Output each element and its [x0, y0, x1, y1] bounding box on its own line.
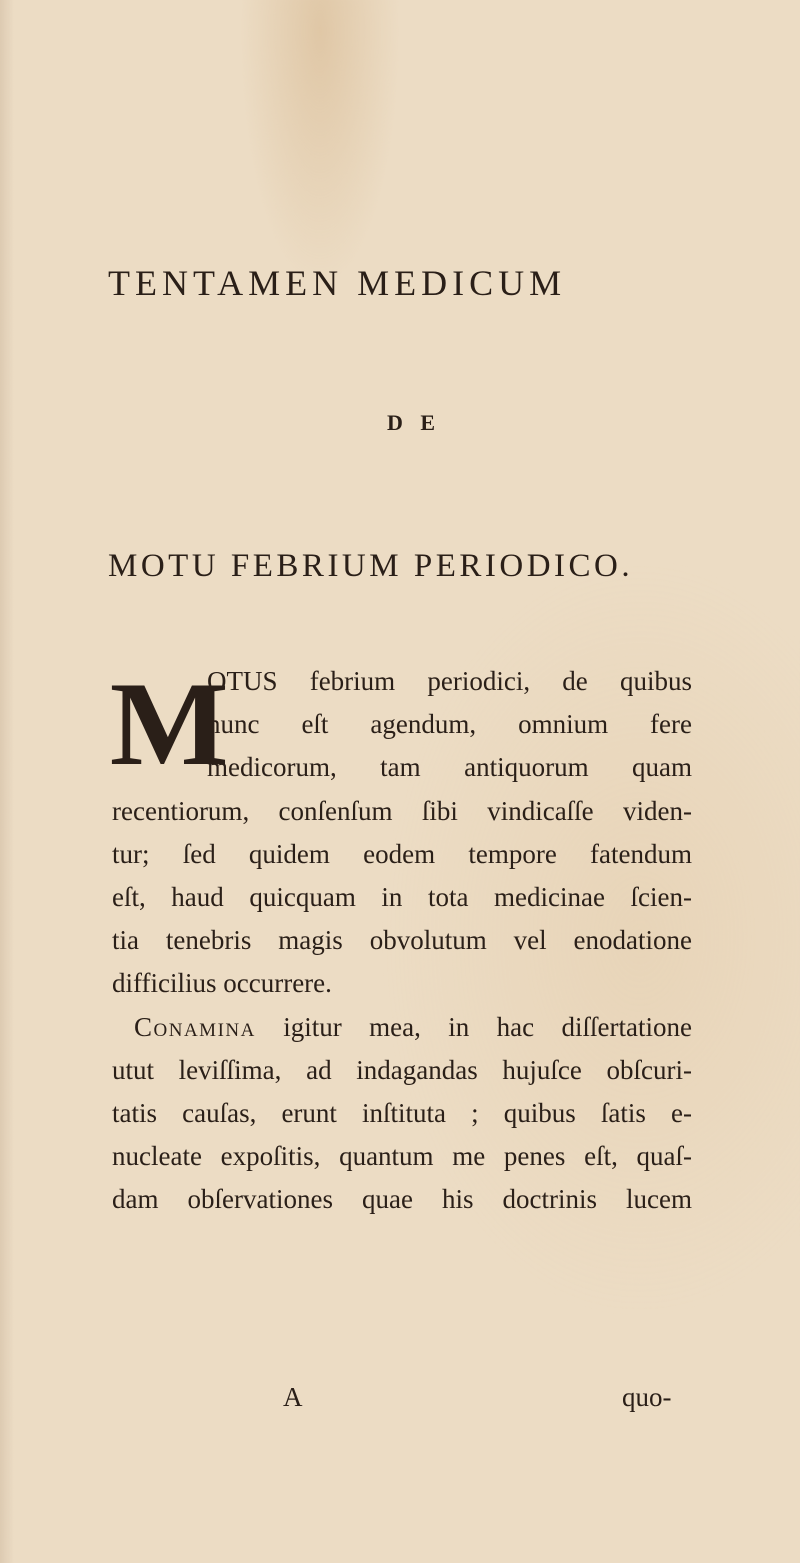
body-text — [109, 657, 692, 1221]
drop-cap: M — [109, 657, 229, 790]
page-title: TENTAMEN MEDICUM — [108, 263, 567, 303]
text-line: difficilius occurrere. — [112, 968, 332, 999]
signature-mark: A — [283, 1382, 303, 1412]
text-line: nucleate expoſitis, quantum me penes eſt, quaſ- — [112, 1141, 692, 1172]
text-line: eſt, haud quicquam in tota medicinae ſcien- — [112, 881, 692, 912]
text-line: medicorum, tam antiquorum quam — [207, 752, 692, 783]
text-line: nunc eſt agendum, omnium fere — [207, 709, 692, 740]
paragraph-2 — [112, 1006, 692, 1222]
page-subtitle: MOTU FEBRIUM PERIODICO. — [108, 548, 634, 584]
text-line: tur; ſed quidem eodem tempore fatendum — [112, 838, 692, 869]
text-line: tatis cauſas, erunt inſtituta ; quibus ſatis e- — [112, 1097, 692, 1128]
text-line: utut leviſſima, ad indagandas hujuſce obſcuri- — [112, 1054, 692, 1085]
title-preposition: D E — [386, 410, 442, 435]
text-line — [112, 1006, 692, 1049]
text-fragment: igitur mea, in hac diſſertatione — [255, 1011, 692, 1042]
text-line: OTUS febrium periodici, de quibus — [207, 666, 692, 696]
text-line: tia tenebris magis obvolutum vel enodatione — [112, 925, 692, 956]
text-line: dam obſervationes quae his doctrinis lucem — [112, 1184, 692, 1215]
paragraph-1 — [109, 657, 692, 1006]
text-line: recentiorum, conſenſum ſibi vindicaſſe viden- — [112, 795, 692, 826]
catchword: quo- — [622, 1382, 672, 1412]
smallcaps-word: Conamina — [134, 1011, 256, 1042]
